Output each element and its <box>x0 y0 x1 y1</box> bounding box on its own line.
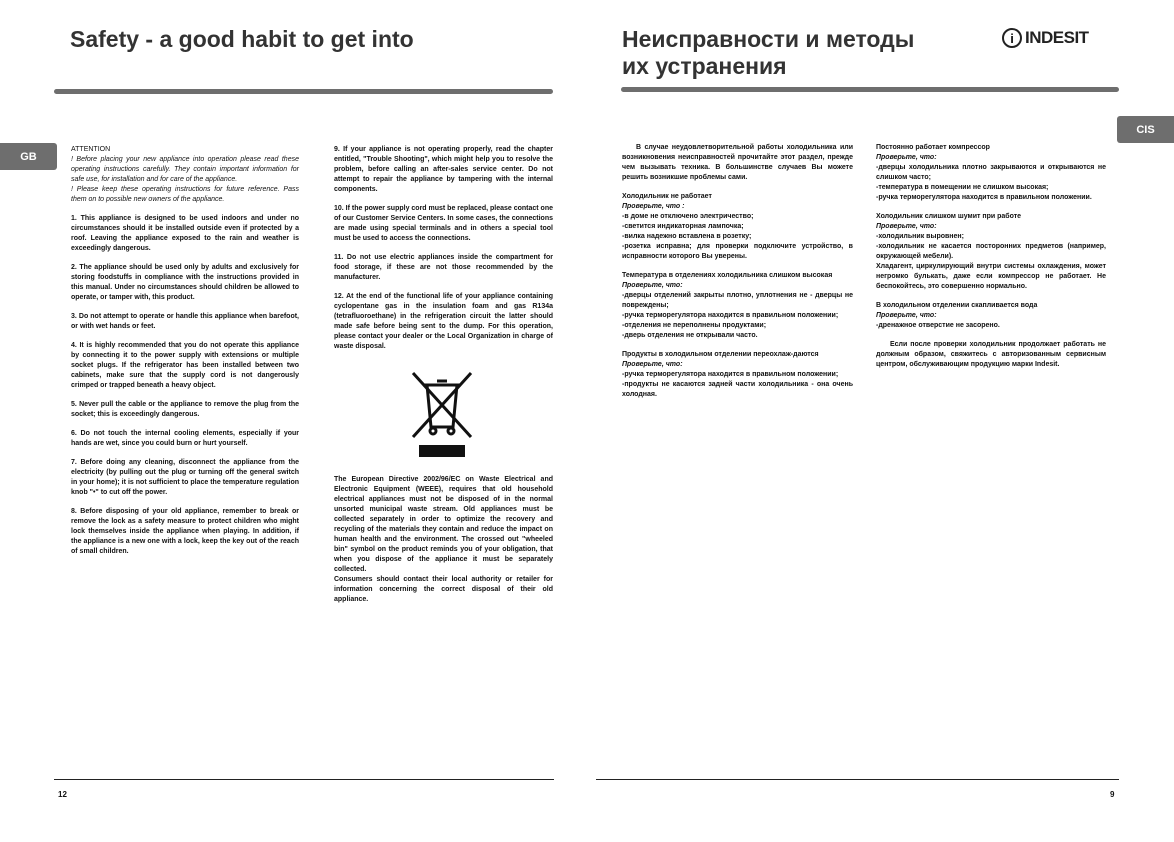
check-line: -продукты не касаются задней части холодильника - она очень холодная. <box>622 381 853 398</box>
check-line: Хладагент, циркулирующий внутри системы охлаждения, может негромко булькать, даже если компрессор не работает. Не беспокойтесь, это совершенно нормально. <box>876 263 1106 290</box>
page-number-left: 12 <box>58 790 67 799</box>
check-line: -дренажное отверстие не засорено. <box>876 322 1000 329</box>
safety-item-2: 2. The appliance should be used only by adults and exclusively for storing foodstuffs in compliance with the instructions provided in this manual. Under no circumstances should children be allowed to operate, or tamper with, this product. <box>71 264 299 301</box>
check-label: Проверьте, что: <box>622 361 683 368</box>
check-line: -ручка терморегулятора находится в правильном положении; <box>622 371 839 378</box>
check-line: -дверь отделения не открывали часто. <box>622 332 758 339</box>
language-tab-cis: CIS <box>1117 116 1174 143</box>
intro-paragraph-2: ! Please keep these operating instructions for future reference. Pass them on to possible new owners of the appliance. <box>71 186 299 203</box>
safety-item-8: 8. Before disposing of your old appliance, remember to break or remove the lock as a safety measure to protect children who might lock themselves inside the appliance when playing. In addition, if the appliance is a new one with a lock, keep the key out of the reach of small children. <box>71 508 299 555</box>
page-number-right: 9 <box>1110 790 1115 799</box>
safety-item-3: 3. Do not attempt to operate or handle this appliance when barefoot, or with wet hands or feet. <box>71 313 299 330</box>
check-line: -ручка терморегулятора находится в правильном положении; <box>622 312 839 319</box>
safety-item-11: 11. Do not use electric appliances inside the compartment for food storage, if these are not those recommended by the manufacturer. <box>334 254 553 281</box>
section-title: Температура в отделениях холодильника слишком высокая <box>622 272 833 279</box>
language-tab-gb: GB <box>0 143 57 170</box>
safety-item-4: 4. It is highly recommended that you do not operate this appliance by connecting it to the power supply with extensions or multiple socket plugs. If the refrigerator has been installed between two cabinets, make sure that the supply cord is not dangerously crimped or trapped beneath a heavy object. <box>71 342 299 389</box>
check-label: Проверьте, что: <box>876 312 937 319</box>
section-title: В холодильном отделении скапливается вода <box>876 302 1038 309</box>
safety-item-1: 1. This appliance is designed to be used indoors and under no circumstances should it be installed outside even if protected by a roof. Leaving the appliance exposed to the rain and weather is exceedingly dangerous. <box>71 215 299 252</box>
check-line: -вилка надежно вставлена в розетку; <box>622 233 752 240</box>
attention-heading: ATTENTION <box>71 146 111 153</box>
check-line: -холодильник выровнен; <box>876 233 964 240</box>
title-line-1: Неисправности и методы <box>622 26 915 52</box>
check-line: -светится индикаторная лампочка; <box>622 223 744 230</box>
check-line: -дверцы отделений закрыты плотно, уплотнения не - дверцы не повреждены; <box>622 292 853 309</box>
check-line: -дверцы холодильника плотно закрываются и открываются не слишком часто; <box>876 164 1106 181</box>
footer-rule-left <box>54 779 554 780</box>
header-bar-left <box>54 89 553 94</box>
page-title-left: Safety - a good habit to get into <box>70 26 414 52</box>
title-line-2: их устранения <box>622 53 787 79</box>
safety-item-5: 5. Never pull the cable or the appliance to remove the plug from the socket; this is exceedingly dangerous. <box>71 401 299 418</box>
check-label: Проверьте, что: <box>876 223 937 230</box>
troubleshooting-intro: В случае неудовлетворительной работы холодильника или возникновения неисправностей прочитайте этот раздел, прежде чем вызывать техника. В большинстве случаев Вы можете решить возникшие проблемы сами. <box>622 144 853 181</box>
section-title: Холодильник слишком шумит при работе <box>876 213 1022 220</box>
intro-paragraph-1: ! Before placing your new appliance into operation please read these operating instructions carefully. They contain important information for safe use, for installation and for care of the appliance. <box>71 156 299 183</box>
section-title: Продукты в холодильном отделении переохлаж-даются <box>622 351 819 358</box>
check-line: -в доме не отключено электричество; <box>622 213 754 220</box>
check-line: -ручка терморегулятора находится в правильном положении. <box>876 194 1092 201</box>
check-label: Проверьте, что : <box>622 203 685 210</box>
brand-name: INDESIT <box>1025 28 1089 47</box>
section-title: Холодильник не работает <box>622 193 712 200</box>
brand-mark-icon: i <box>1002 28 1022 48</box>
weee-notice <box>334 475 553 605</box>
weee-paragraph: The European Directive 2002/96/EC on Waste Electrical and Electronic Equipment (WEEE), requires that old household electrical appliances must not be disposed of in the normal unsorted municipal waste stream. Old appliances must be collected separately in order to optimize the recovery and recycling of the materials they contain and reduce the impact on human health and the environment. The crossed out "wheeled bin" symbol on the product reminds you of your obligation, that when you dispose of the appliance it must be separately collected. <box>334 476 553 573</box>
section-title: Постоянно работает компрессор <box>876 144 990 151</box>
safety-column-1 <box>71 145 299 566</box>
closing-paragraph: Если после проверки холодильник продолжает работать не должным образом, свяжитесь с авторизованным сервисным центром, обслуживающим продукцию марки Indesit. <box>876 341 1106 368</box>
safety-item-12: 12. At the end of the functional life of your appliance containing cyclopentane gas in the insulation foam and gas R134a (tetrafluoroethane) in the refrigeration circuit the latter should made safe before being sent to the dump. For this operation, please contact your dealer or the Local Organization in charge of waste disposal. <box>334 293 553 350</box>
safety-item-7: 7. Before doing any cleaning, disconnect the appliance from the electricity (by pulling out the plug or turning off the general switch in your home); it is not sufficient to place the temperature regulation knob "•" to cut off the power. <box>71 459 299 496</box>
check-line: -отделения не переполнены продуктами; <box>622 322 767 329</box>
footer-rule-right <box>596 779 1119 780</box>
troubleshooting-column-1 <box>622 143 853 409</box>
safety-column-2 <box>334 145 553 361</box>
check-line: -холодильник не касается посторонних предметов (например, окружающей мебели). <box>876 243 1106 260</box>
brand-logo <box>1002 28 1089 48</box>
crossed-out-bin-icon <box>409 369 475 459</box>
troubleshooting-column-2 <box>876 143 1106 379</box>
safety-item-10: 10. If the power supply cord must be replaced, please contact one of our Customer Service Centers. In some cases, the connections are made using special terminals and in others a special tool must be used to access the connections. <box>334 205 554 242</box>
check-label: Проверьте, что: <box>876 154 937 161</box>
safety-item-9: 9. If your appliance is not operating properly, read the chapter entitled, "Trouble Shooting", which might help you to resolve the problem, before calling an after-sales service center. Do not attempt to repair the appliance by tampering with the internal components. <box>334 146 553 193</box>
header-bar-right <box>621 87 1119 92</box>
safety-item-6: 6. Do not touch the internal cooling elements, especially if your hands are wet, since you could burn or hurt yourself. <box>71 430 299 447</box>
check-line: -температура в помещении не слишком высокая; <box>876 184 1049 191</box>
weee-consumer-paragraph: Consumers should contact their local authority or retailer for information concerning the correct disposal of their old appliance. <box>334 576 553 603</box>
check-label: Проверьте, что: <box>622 282 683 289</box>
page-title-right <box>622 26 914 80</box>
check-line: -розетка исправна; для проверки подключите устройство, в исправности которого Вы уверены. <box>622 243 853 260</box>
